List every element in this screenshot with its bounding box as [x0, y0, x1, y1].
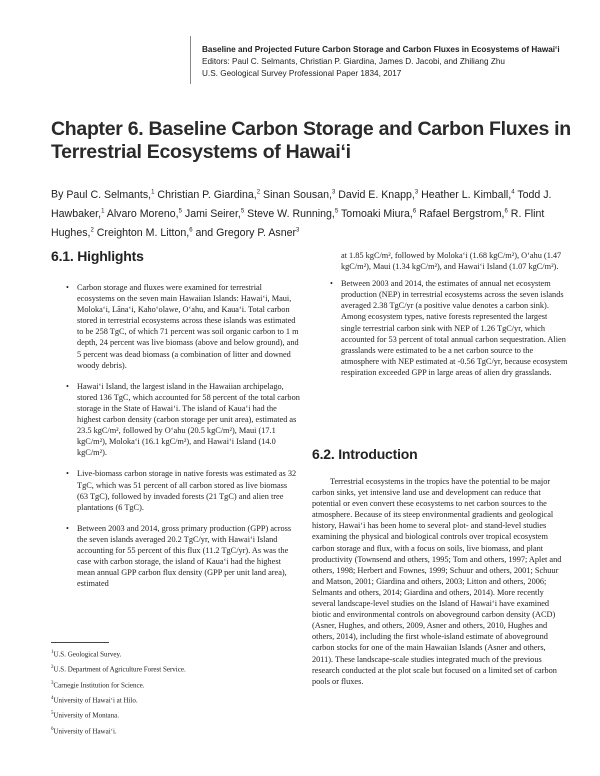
- author: Rafael Bergstrom,$^6$: [419, 207, 508, 220]
- right-column: [312, 250, 568, 388]
- section-heading-introduction: 6.2. Introduction: [312, 446, 418, 462]
- author: Sinan Sousan,$^3$: [263, 188, 336, 201]
- running-header: [202, 44, 562, 80]
- author: Todd J. Hawbaker,$^1$: [51, 188, 552, 220]
- footnote: $^2$U.S. Department of Agriculture Forest Service.: [51, 665, 186, 674]
- section-heading-highlights: 6.1. Highlights: [51, 248, 144, 264]
- bullet-icon: •: [66, 381, 69, 391]
- author: Tomoaki Miura,$^6$: [341, 207, 417, 220]
- bullet-icon: •: [66, 283, 69, 292]
- introduction-text: [312, 476, 568, 687]
- footnotes: [51, 646, 281, 738]
- author: David E. Knapp,$^3$: [338, 188, 419, 201]
- footnote: $^5$University of Montana.: [51, 711, 120, 720]
- book-title: Baseline and Projected Future Carbon Storage and Carbon Fluxes in Ecosystems of Hawai‘i: [202, 45, 560, 54]
- author: Heather L. Kimball,$^4$: [421, 188, 515, 201]
- chapter-title: Chapter 6. Baseline Carbon Storage and Carbon Fluxes in Terrestrial Ecosystems of Hawai‘i: [51, 118, 571, 163]
- editors-line: Editors: Paul C. Selmants, Christian P. Giardina, James D. Jacobi, and Zhiliang Zhu: [202, 57, 505, 66]
- footnote: $^3$Carnegie Institution for Science.: [51, 680, 145, 689]
- author: R. Flint Hughes,$^2$: [51, 207, 545, 240]
- series-line: U.S. Geological Survey Professional Paper 1834, 2017: [202, 69, 402, 78]
- list-item: • Live-biomass carbon storage in native forests was estimated as 32 TgC, which was 51 percent of all carbon stored as live biomass (63 TgC), followed by invaded forests (21 TgC) and alien tree plantations (6 TgC).: [66, 469, 297, 512]
- highlights-list: [64, 282, 300, 589]
- footnote: $^1$U.S. Geological Survey.: [51, 650, 122, 659]
- list-item: • Between 2003 and 2014, the estimates of annual net ecosystem production (NEP) in terrestrial ecosystems across the seven islands averaged 2.38 TgC/yr (a positive value denotes a carbon sink). Among ecosystem types, native forests represented the largest single terrestrial carbon sink with NEP of 1.26 TgC/yr, which accounted for 53 percent of total annual carbon sequestration. Alien grasslands were estimated to be a net carbon source to the atmosphere with NEP estimated at -0.56 TgC/yr, because ecosystem respiration exceeded GPP in large areas of alien dry grasslands.: [330, 279, 568, 377]
- footnote: $^6$University of Hawai‘i.: [51, 726, 117, 735]
- author: Creighton M. Litton,$^6$: [96, 227, 193, 240]
- author: Steve W. Running,$^5$: [247, 207, 339, 220]
- author: Paul C. Selmants,$^1$: [66, 188, 155, 201]
- author: Alvaro Moreno,$^5$: [106, 207, 182, 220]
- highlights-list-continued: [312, 250, 568, 378]
- list-item: • Between 2003 and 2014, gross primary production (GPP) across the seven islands averaged 20.2 TgC/yr, with Hawai‘i Island accounting for 55 percent of this flux (11.2 TgC/yr). As was the case with carbon storage, the island of Kaua‘i had the highest mean annual GPP carbon flux density (GPP per unit land area), estimated: [66, 523, 292, 589]
- footnote-divider: [51, 642, 109, 643]
- footnote: $^4$University of Hawai‘i at Hilo.: [51, 695, 138, 705]
- paragraph: Terrestrial ecosystems in the tropics have the potential to be major carbon sinks, yet intensive land use and development can reduce that potential or even convert these ecosystems to net carbon sources to the atmosphere. Because of its steep environmental gradients and geological history, Hawai‘i has been home to several plot- and stand-level studies examining the physical and biological controls over tropical ecosystem carbon storage and flux, with a focus on soils, live biomass, and plant productivity (Townsend and others, 1995; Tom and others, 1997; Aplet and others, 1998; Herbert and Fownes, 1999; Schuur and others, 2001; Schuur and Matson, 2001; Giardina and others, 2003; Litton and others, 2006; Selmants and others, 2014; Giardina and others, 2014). More recently several landscape-level studies on the Island of Hawai‘i have examined biotic and environmental controls on aboveground carbon density (ACD) (Asner, Hughes, and others, 2009, Asner and others, 2010, Hughes and others, 2014), including the first whole-island estimate of aboveground carbon stocks for one of the main Hawaiian Islands (Asner and others, 2011). These landscape-scale studies integrated much of the previous research conducted at the plot scale but focused on a limited set of carbon pools or fluxes.: [312, 477, 562, 686]
- header-divider: [190, 36, 191, 84]
- bullet-icon: •: [66, 523, 69, 533]
- list-item: • Hawai‘i Island, the largest island in the Hawaiian archipelago, stored 136 TgC, which accounted for 58 percent of the total carbon storage in the State of Hawai‘i. The island of Kaua‘i had the highest carbon density (carbon storage per unit area), estimated as 23.5 kgC/m², followed by O‘ahu (20.5 kgC/m²), Maui (17.1 kgC/m²), Moloka‘i (16.1 kgC/m²), and Hawai‘i Island (14.0 kgC/m²).: [66, 381, 300, 458]
- list-item-continued: at 1.85 kgC/m², followed by Moloka‘i (1.68 kgC/m²), O‘ahu (1.47 kgC/m²), Maui (1.34 kgC/m²), and Hawai‘i Island (1.07 kgC/m²).: [341, 251, 562, 272]
- bullet-icon: •: [66, 469, 69, 479]
- author: Jami Seirer,$^5$: [184, 207, 245, 220]
- author: and Gregory P. Asner$^3$: [195, 227, 300, 240]
- left-column: [64, 282, 300, 599]
- author: Christian P. Giardina,$^2$: [157, 188, 261, 201]
- author-list: [51, 184, 571, 242]
- bullet-icon: •: [330, 279, 333, 289]
- author-prefix: By: [51, 188, 64, 201]
- list-item: • Carbon storage and fluxes were examined for terrestrial ecosystems on the seven main Hawaiian Islands: Hawai‘i, Maui, Moloka‘i, Lāna‘i, Kaho‘olawe, O‘ahu, and Kaua‘i. Total carbon stored in terrestrial ecosystems across these islands was estimated to be 258 TgC, of which 71 percent was soil organic carbon to 1 m depth, 24 percent was live biomass (above and below ground), and 5 percent was dead biomass (a combination of litter and downed woody debris).: [66, 283, 299, 370]
